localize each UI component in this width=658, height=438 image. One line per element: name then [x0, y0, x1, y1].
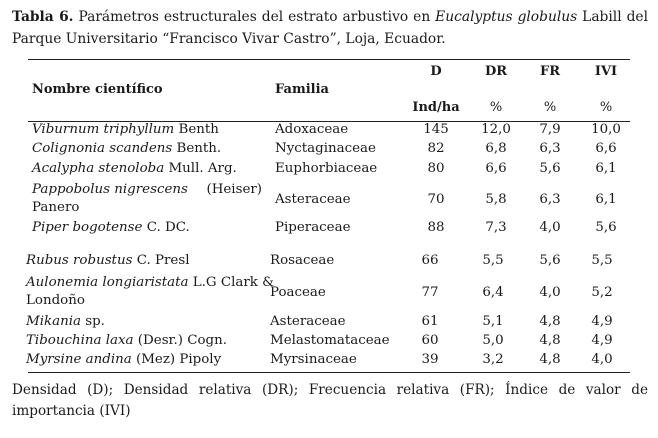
table-row-ivi: 6,1 — [595, 192, 617, 207]
table-row-fr: 4,0 — [539, 220, 561, 235]
table-row-d: 39 — [421, 352, 439, 367]
table-bottom-rule — [28, 372, 630, 373]
table-row-dr: 5,8 — [485, 192, 507, 207]
table-row-species: Piper bogotense C. DC. — [32, 220, 190, 235]
table-row-species: Colignonia scandens Benth. — [32, 141, 222, 156]
table-row-family: Rosaceae — [270, 253, 335, 268]
table-row-fr: 5,6 — [539, 253, 561, 268]
table-row-species: Acalypha stenoloba Mull. Arg. — [32, 161, 237, 176]
table-row-dr: 3,2 — [482, 352, 504, 367]
table-row-species: Myrsine andina (Mez) Pipoly — [26, 352, 222, 367]
table-row-ivi: 5,6 — [595, 220, 617, 235]
header-scientific-name: Nombre científico — [32, 82, 163, 97]
table-row-d: 60 — [421, 333, 439, 348]
table-caption — [12, 6, 648, 50]
table-row-ivi: 6,6 — [595, 141, 617, 156]
table-row-species: Viburnum triphyllum Benth — [32, 122, 219, 137]
table-row-dr: 5,0 — [482, 333, 504, 348]
table-row-dr: 5,1 — [482, 314, 504, 329]
table-row-d: 88 — [427, 220, 445, 235]
unit-dr: % — [489, 100, 503, 115]
table-row-family: Nyctaginaceae — [275, 141, 376, 156]
table-row-ivi: 10,0 — [591, 122, 621, 137]
table-row-dr: 7,3 — [485, 220, 507, 235]
caption-text-2: Labill del Parque Universitario “Francisco Vivar Castro”, Loja, Ecuador. — [12, 9, 648, 47]
table-row-ivi: 5,2 — [591, 285, 613, 300]
table-row-ivi: 5,5 — [591, 253, 613, 268]
table-row-family: Asteraceae — [270, 314, 346, 329]
header-d: D — [430, 64, 442, 79]
table-row-d: 70 — [427, 192, 445, 207]
table-row-d: 80 — [427, 161, 445, 176]
table-row-fr: 4,8 — [539, 333, 561, 348]
table-row-dr: 6,6 — [485, 161, 507, 176]
table-footnote: Densidad (D); Densidad relativa (DR); Frecuencia relativa (FR); Índice de valor de importancia (IVI) — [12, 382, 648, 419]
unit-ivi: % — [599, 100, 613, 115]
table-row-ivi: 4,9 — [591, 333, 613, 348]
table-row-d: 82 — [427, 141, 445, 156]
table-row-dr: 5,5 — [482, 253, 504, 268]
table-row-family: Asteraceae — [275, 192, 351, 207]
table-row-species: Aulonemia longiaristata L.G Clark & — [26, 275, 275, 290]
table-row-dr: 12,0 — [481, 122, 511, 137]
table-row-d: 66 — [421, 253, 439, 268]
table-row-d: 77 — [421, 285, 439, 300]
table-row-fr: 5,6 — [539, 161, 561, 176]
caption-label: Tabla 6. — [12, 9, 74, 25]
table-row-family: Myrsinaceae — [270, 352, 357, 367]
caption-species: Eucalyptus globulus — [435, 9, 578, 25]
caption-text-1: Parámetros estructurales del estrato arbustivo en — [73, 9, 436, 25]
table-row-dr: 6,8 — [485, 141, 507, 156]
table-row-dr: 6,4 — [482, 285, 504, 300]
header-fr: FR — [539, 64, 561, 79]
table-row-ivi: 4,9 — [591, 314, 613, 329]
table-row-species-author-cont: Londoño — [26, 293, 85, 308]
table-row-ivi: 4,0 — [591, 352, 613, 367]
table-row-fr: 4,0 — [539, 285, 561, 300]
table-top-rule — [28, 59, 630, 60]
table-row-fr: 4,8 — [539, 352, 561, 367]
table-row-species: Rubus robustus C. Presl — [26, 253, 190, 268]
table-row-species-author-cont: Panero — [32, 200, 80, 215]
table-row-family: Euphorbiaceae — [275, 161, 378, 176]
table-row-d: 145 — [423, 122, 449, 137]
header-family: Familia — [275, 82, 329, 97]
table-row-fr: 4,8 — [539, 314, 561, 329]
table-row-family: Poaceae — [270, 285, 326, 300]
table-row-family: Adoxaceae — [275, 122, 349, 137]
header-ivi: IVI — [594, 64, 618, 79]
table-row-species: Pappobolus nigrescens (Heiser) — [32, 182, 262, 197]
table-row-fr: 7,9 — [539, 122, 561, 137]
table-row-fr: 6,3 — [539, 192, 561, 207]
table-row-species: Tibouchina laxa (Desr.) Cogn. — [26, 333, 227, 348]
table-row-ivi: 6,1 — [595, 161, 617, 176]
table-row-fr: 6,3 — [539, 141, 561, 156]
header-dr: DR — [484, 64, 508, 79]
table-row-family: Piperaceae — [275, 220, 351, 235]
unit-fr: % — [543, 100, 557, 115]
table-row-d: 61 — [421, 314, 439, 329]
unit-d: Ind/ha — [412, 100, 460, 115]
table-row-species: Mikania sp. — [26, 314, 105, 329]
table-row-family: Melastomataceae — [270, 333, 390, 348]
